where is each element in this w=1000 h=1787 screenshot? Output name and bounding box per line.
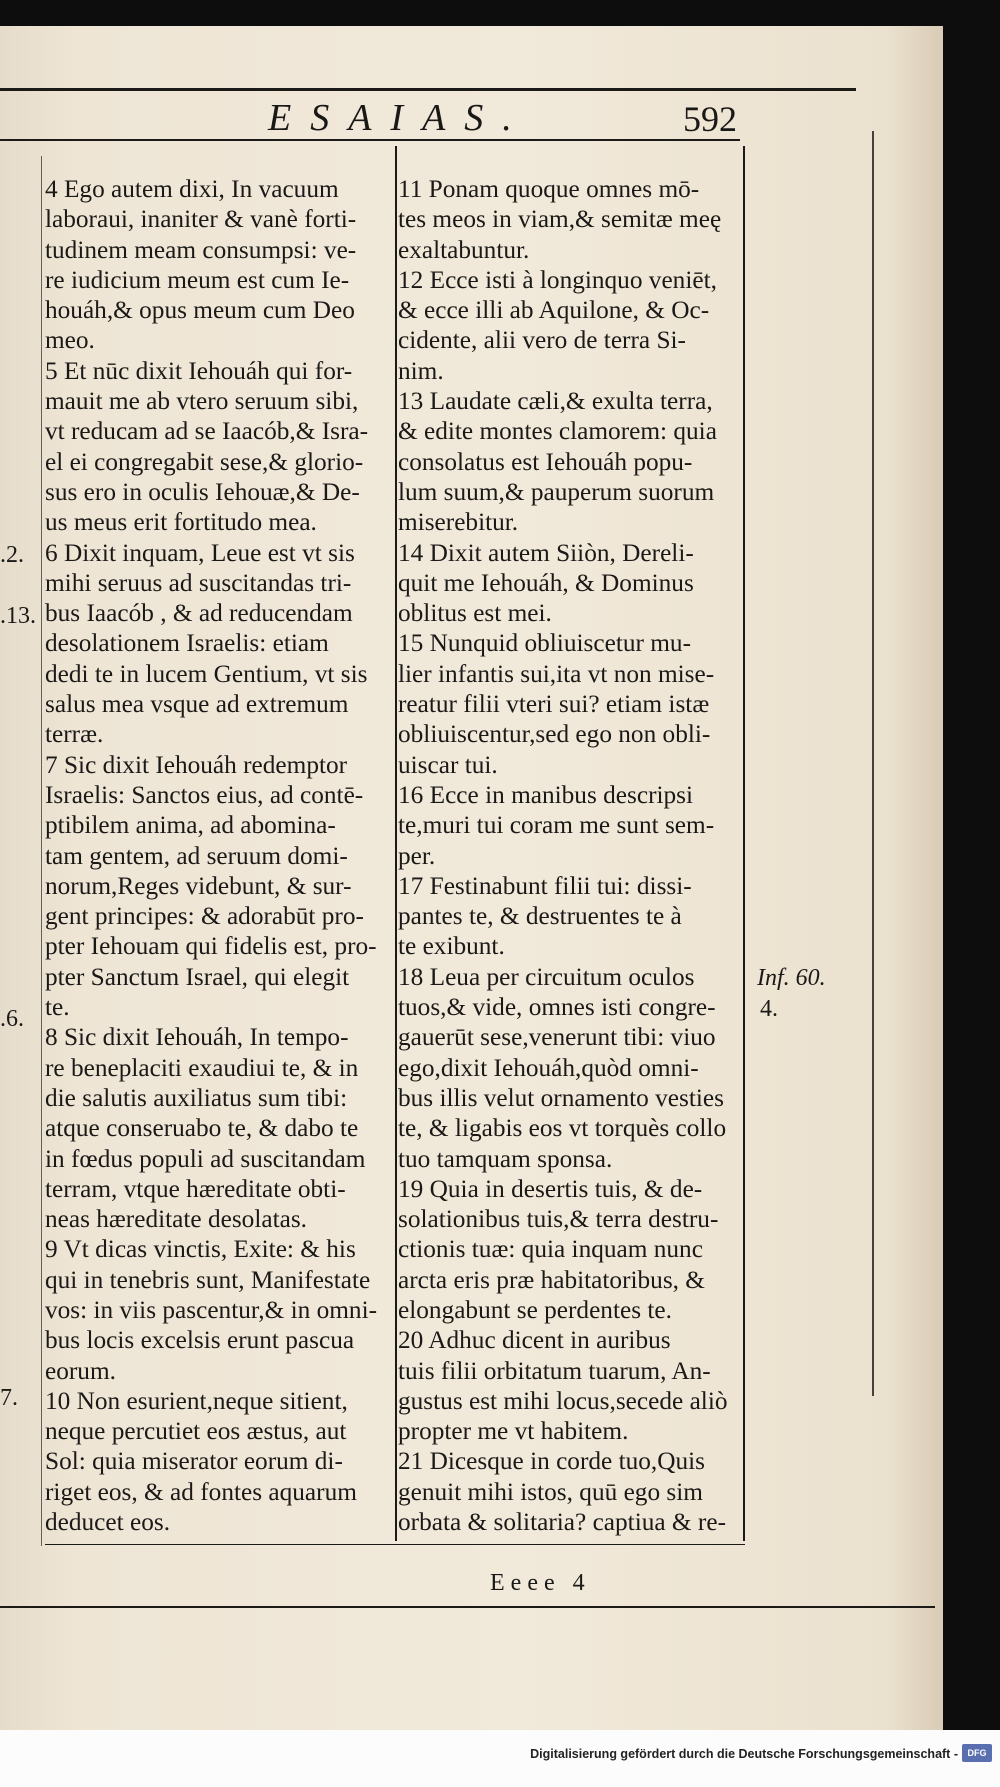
lower-rule (0, 1606, 935, 1608)
text-line: Israelis: Sanctos eius, ad contē- (45, 780, 364, 809)
text-line: neas hæreditate desolatas. (45, 1205, 308, 1234)
text-line: pter Sanctum Israel, qui elegit (45, 962, 350, 991)
text-line: cidente, alii vero de terra Si- (398, 326, 686, 355)
text-line: te,muri tui coram me sunt sem- (398, 811, 715, 840)
text-line: terram, vtque hæreditate obti- (45, 1174, 346, 1203)
text-line: & edite montes clamorem: quia (398, 417, 717, 446)
text-line: nim. (398, 356, 444, 385)
text-line: lum suum,& pauperum suorum (398, 477, 715, 506)
text-line: consolatus est Iehouáh popu- (398, 447, 693, 476)
margin-note-left: .2. (0, 542, 24, 568)
text-line: tuis filii orbitatum tuarum, An- (398, 1356, 711, 1385)
text-line: re iudicium meum est cum Ie- (45, 265, 350, 294)
text-line: die salutis auxiliatus sum tibi: (45, 1083, 348, 1112)
text-line: desolationem Israelis: etiam (45, 629, 329, 658)
text-line: 20 Adhuc dicent in auribus (398, 1326, 671, 1355)
text-line: per. (398, 841, 436, 870)
text-line: 6 Dixit inquam, Leue est vt sis (45, 538, 355, 567)
text-line: vos: in viis pascentur,& in omni- (45, 1295, 378, 1324)
text-line: 8 Sic dixit Iehouáh, In tempo- (45, 1023, 349, 1052)
text-line: us meus erit fortitudo mea. (45, 508, 317, 537)
text-line: re beneplaciti exaudiui te, & in (45, 1053, 359, 1082)
text-line: tam gentem, ad seruum domi- (45, 841, 348, 870)
text-line: 10 Non esurient,neque sitient, (45, 1386, 348, 1415)
text-line: in fœdus populi ad suscitandam (45, 1144, 366, 1173)
outer-right-line (872, 131, 874, 1396)
text-line: oblitus est mei. (398, 599, 552, 628)
text-line: eorum. (45, 1356, 116, 1385)
text-line: 21 Dicesque in corde tuo,Quis (398, 1447, 706, 1476)
text-line: & ecce illi ab Aquilone, & Oc- (398, 296, 710, 325)
text-line: te exibunt. (398, 932, 505, 961)
text-line: el ei congregabit sese,& glorio- (45, 447, 364, 476)
text-line: propter me vt habitem. (398, 1417, 629, 1446)
text-line: ego,dixit Iehouáh,quòd omni- (398, 1053, 699, 1082)
text-line: vt reducam ad se Iaacób,& Isra- (45, 417, 369, 446)
header-rule (0, 139, 740, 141)
text-line: gauerūt sese,venerunt tibi: viuo (398, 1023, 716, 1052)
text-line: 14 Dixit autem Siiòn, Dereli- (398, 538, 694, 567)
margin-note-right: 4. (760, 996, 778, 1022)
text-line: 13 Laudate cæli,& exulta terra, (398, 387, 713, 416)
book-page (0, 26, 943, 1746)
text-line: meo. (45, 326, 95, 355)
bottom-rule (45, 1544, 745, 1545)
text-line: deducet eos. (45, 1508, 171, 1537)
text-line: reatur filii vteri sui? etiam istæ (398, 690, 710, 719)
text-line: elongabunt se perdentes te. (398, 1295, 672, 1324)
running-title: ESAIAS. (268, 97, 531, 139)
top-rule (0, 88, 856, 91)
text-line: miserebitur. (398, 508, 519, 537)
text-line: 9 Vt dicas vinctis, Exite: & his (45, 1235, 356, 1264)
margin-note-left: 7. (0, 1385, 18, 1411)
footer-bar (0, 1730, 1000, 1787)
text-line: uiscar tui. (398, 750, 498, 779)
text-line: 17 Festinabunt filii tui: dissi- (398, 871, 692, 900)
text-line: obliuiscentur,sed ego non obli- (398, 720, 711, 749)
left-text-column (45, 174, 397, 1537)
text-line: tes meos in viam,& semitæ meę (398, 205, 722, 234)
text-line: pantes te, & destruentes te à (398, 902, 682, 931)
text-line: te, & ligabis eos vt torquès collo (398, 1114, 727, 1143)
footer-credit: Digitalisierung gefördert durch die Deutsche Forschungsgemeinschaft - (530, 1747, 958, 1761)
text-line: salus mea vsque ad extremum (45, 690, 349, 719)
text-line: bus illis velut ornamento vesties (398, 1083, 725, 1112)
text-line: 7 Sic dixit Iehouáh redemptor (45, 750, 348, 779)
text-line: quit me Iehouáh, & Dominus (398, 568, 694, 597)
dfg-logo-icon: DFG (962, 1744, 992, 1762)
text-line: gent principes: & adorabūt pro- (45, 902, 364, 931)
margin-note-left: .13. (0, 603, 36, 629)
text-line: 19 Quia in desertis tuis, & de- (398, 1174, 703, 1203)
text-line: 15 Nunquid obliuiscetur mu- (398, 629, 691, 658)
text-line: arcta eris præ habitatoribus, & (398, 1265, 705, 1294)
margin-note-right: Inf. 60. (757, 965, 826, 991)
right-text-column (398, 174, 744, 1537)
text-line: genuit mihi istos, quū ego sim (398, 1477, 703, 1506)
text-line: terræ. (45, 720, 104, 749)
text-line: 4 Ego autem dixi, In vacuum (45, 175, 339, 203)
text-line: atque conseruabo te, & dabo te (45, 1114, 359, 1143)
text-line: pter Iehouam qui fidelis est, pro- (45, 932, 377, 961)
text-line: qui in tenebris sunt, Manifestate (45, 1265, 371, 1294)
text-line: lier infantis sui,ita vt non mise- (398, 659, 715, 688)
text-line: Sol: quia miserator eorum di- (45, 1447, 343, 1476)
text-line: tuo tamquam sponsa. (398, 1144, 613, 1173)
text-line: te. (45, 993, 70, 1022)
text-line: 18 Leua per circuitum oculos (398, 962, 695, 991)
margin-note-left: .6. (0, 1006, 24, 1032)
left-frame-line (41, 156, 42, 1546)
text-line: ctionis tuæ: quia inquam nunc (398, 1235, 703, 1264)
text-line: 16 Ecce in manibus descripsi (398, 780, 694, 809)
text-line: gustus est mihi locus,secede aliò (398, 1386, 728, 1415)
text-line: solationibus tuis,& terra destru- (398, 1205, 719, 1234)
text-line: tudinem meam consumpsi: ve- (45, 235, 357, 264)
text-line: norum,Reges videbunt, & sur- (45, 871, 352, 900)
text-line: exaltabuntur. (398, 235, 530, 264)
text-line: mihi seruus ad suscitandas tri- (45, 568, 352, 597)
text-line: 12 Ecce isti à longinquo veniēt, (398, 265, 717, 294)
text-line: laboraui, inaniter & vanè forti- (45, 205, 357, 234)
text-line: neque percutiet eos æstus, aut (45, 1417, 347, 1446)
text-line: sus ero in oculis Iehouæ,& De- (45, 477, 360, 506)
text-line: ptibilem anima, ad abomina- (45, 811, 336, 840)
text-line: bus Iaacób , & ad reducendam (45, 599, 353, 628)
text-line: riget eos, & ad fontes aquarum (45, 1477, 357, 1506)
signature-mark: Eeee 4 (490, 1570, 591, 1596)
text-line: 5 Et nūc dixit Iehouáh qui for- (45, 356, 353, 385)
text-line: tuos,& vide, omnes isti congre- (398, 993, 716, 1022)
page-number: 592 (683, 99, 737, 139)
text-line: mauit me ab vtero seruum sibi, (45, 387, 359, 416)
text-line: houáh,& opus meum cum Deo (45, 296, 355, 325)
text-line: 11 Ponam quoque omnes mō- (398, 175, 700, 203)
text-line: orbata & solitaria? captiua & re- (398, 1508, 727, 1537)
text-line: dedi te in lucem Gentium, vt sis (45, 659, 368, 688)
text-line: bus locis excelsis erunt pascua (45, 1326, 355, 1355)
